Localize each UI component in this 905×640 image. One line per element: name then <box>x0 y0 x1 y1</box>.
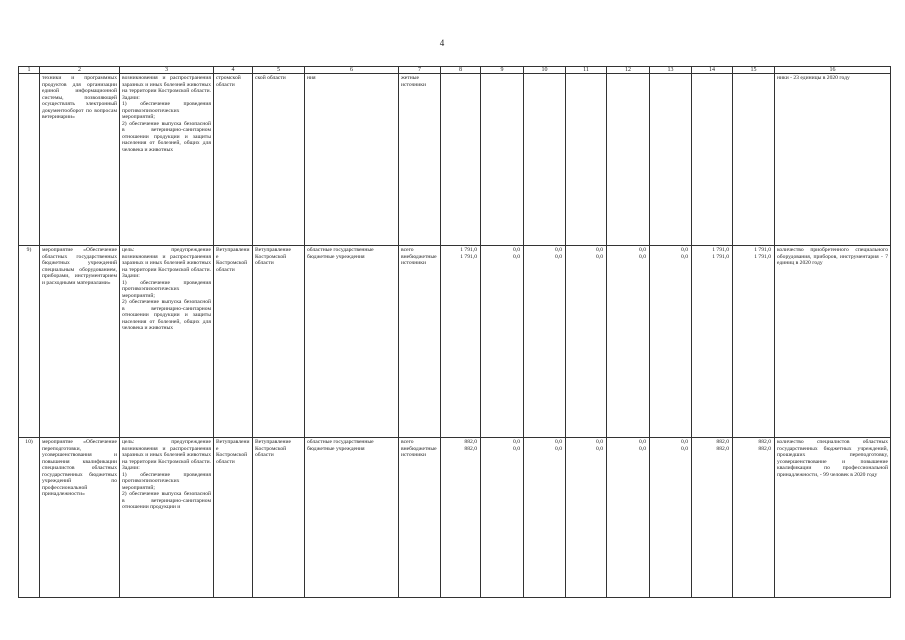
header-cell: 14 <box>692 67 733 74</box>
header-cell: 10 <box>524 67 566 74</box>
value-cell: 882,0 882,0 <box>733 438 775 598</box>
value-cell <box>524 74 566 246</box>
program-measures-table <box>18 66 891 598</box>
value-cell <box>733 74 775 246</box>
participants: ния <box>305 74 399 246</box>
header-cell: 3 <box>120 67 214 74</box>
target-indicator: количество специалистов областных государственных бюджетных учреждений, прошедших переподготовку, усовершенствование и повышение квалификации по профессиональной принадлежности, - 99 человек в 2020 году <box>775 438 891 598</box>
row-number <box>19 74 40 246</box>
participants: областные государственные бюджетные учреждения <box>305 246 399 438</box>
value-cell <box>566 74 607 246</box>
measure-name: техники и программных продуктов для организации единой информационной системы, позволяющей осуществлять электронный документооборот по вопросам ветеринарии» <box>40 74 120 246</box>
header-cell: 5 <box>253 67 305 74</box>
value-cell <box>607 74 650 246</box>
main-manager: Ветуправление Костромской области <box>253 438 305 598</box>
value-cell: 1 791,0 1 791,0 <box>733 246 775 438</box>
goal-tasks: цель: предупреждение возникновения и распространения заразных и иных болезней животных на территории Костромской области. Задачи: 1) обеспечение проведения противоэпизоотических мероприятий; 2) обеспечение выпуска безопасной в ветеринарно-санитарном отношении продукции и защиты населения от болезней, общих для человека и животных <box>120 246 214 438</box>
value-cell: 1 791,0 1 791,0 <box>692 246 733 438</box>
main-manager: Ветуправление Костромской области <box>253 246 305 438</box>
header-cell: 1 <box>19 67 40 74</box>
responsible-executor: Ветуправление Костромской области <box>214 438 253 598</box>
participants: областные государственные бюджетные учреждения <box>305 438 399 598</box>
table-row <box>19 74 891 246</box>
goal-tasks: цель: предупреждение возникновения и распространения заразных и иных болезней животных на территории Костромской области. Задачи: 1) обеспечение проведения противоэпизоотических мероприятий; 2) обеспечение выпуска безопасной в ветеринарно-санитарном отношении продукции и <box>120 438 214 598</box>
header-cell: 6 <box>305 67 399 74</box>
header-cell: 16 <box>775 67 891 74</box>
value-cell: 882,0 882,0 <box>692 438 733 598</box>
value-cell: 0,0 0,0 <box>566 438 607 598</box>
header-cell: 9 <box>481 67 524 74</box>
header-cell: 11 <box>566 67 607 74</box>
header-cell: 8 <box>441 67 481 74</box>
header-cell: 15 <box>733 67 775 74</box>
value-cell: 0,0 0,0 <box>650 246 692 438</box>
funding-sources: всего внебюджетные источники <box>399 246 441 438</box>
table-row <box>19 438 891 598</box>
value-cell: 0,0 0,0 <box>524 438 566 598</box>
row-number: 10) <box>19 438 40 598</box>
value-cell <box>650 74 692 246</box>
goal-tasks: возникновения и распространения заразных и иных болезней животных на территории Костромской области. Задачи: 1) обеспечение проведения противоэпизоотических мероприятий; 2) обеспечение выпуска безопасной в ветеринарно-санитарном отношении продукции и защиты населения от болезней, общих для человека и животных <box>120 74 214 246</box>
responsible-executor: Ветуправление Костромской области <box>214 246 253 438</box>
value-cell: 0,0 0,0 <box>566 246 607 438</box>
page-number: 4 <box>439 38 445 48</box>
value-cell: 882,0 882,0 <box>441 438 481 598</box>
value-cell: 0,0 0,0 <box>607 438 650 598</box>
funding-sources: всего внебюджетные источники <box>399 438 441 598</box>
measure-name: мероприятие «Обеспечение областных государственных бюджетных учреждений специальным оборудованием, приборами, инструментарием и расходными материалами» <box>40 246 120 438</box>
funding-sources: жетные источники <box>399 74 441 246</box>
header-cell: 4 <box>214 67 253 74</box>
header-row <box>19 67 891 74</box>
value-cell: 0,0 0,0 <box>650 438 692 598</box>
responsible-executor: стромской области <box>214 74 253 246</box>
header-cell: 12 <box>607 67 650 74</box>
value-cell <box>481 74 524 246</box>
target-indicator: количество приобретенного специального оборудования, приборов, инструментария - 7 единиц в 2020 году <box>775 246 891 438</box>
main-manager: ской области <box>253 74 305 246</box>
value-cell <box>692 74 733 246</box>
value-cell: 0,0 0,0 <box>524 246 566 438</box>
value-cell <box>441 74 481 246</box>
header-cell: 13 <box>650 67 692 74</box>
value-cell: 1 791,0 1 791,0 <box>441 246 481 438</box>
value-cell: 0,0 0,0 <box>481 246 524 438</box>
target-indicator: ники - 23 единицы в 2020 году <box>775 74 891 246</box>
measure-name: мероприятие «Обеспечение переподготовки, усовершенствования и повышения квалификации специалистов областных государственных бюджетных учреждений по профессиональной принадлежности» <box>40 438 120 598</box>
table-row <box>19 246 891 438</box>
value-cell: 0,0 0,0 <box>481 438 524 598</box>
row-number: 9) <box>19 246 40 438</box>
value-cell: 0,0 0,0 <box>607 246 650 438</box>
header-cell: 7 <box>399 67 441 74</box>
header-cell: 2 <box>40 67 120 74</box>
